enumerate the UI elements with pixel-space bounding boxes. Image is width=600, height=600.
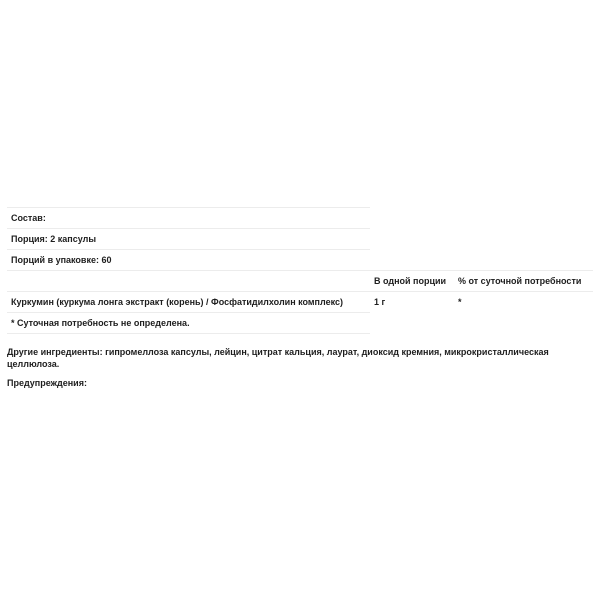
- composition-title-text: Состав:: [11, 213, 46, 223]
- composition-title: [7, 207, 370, 228]
- table-row: [7, 291, 593, 312]
- servings-per-container: [7, 249, 370, 270]
- header-per-serving: В одной порции: [374, 276, 447, 286]
- warnings-heading: Предупреждения:: [7, 378, 87, 388]
- serving-size: [7, 228, 370, 249]
- other-ingredients: Другие ингредиенты: гипромеллоза капсулы, лейцин, цитрат кальция, лаурат, диоксид кремния, микрокристаллическая целлюлоза.: [7, 347, 549, 369]
- supplement-facts: [7, 207, 593, 334]
- servings-per-container-text: Порций в упаковке: 60: [11, 255, 112, 265]
- header-daily-value: % от суточной потребности: [458, 276, 582, 286]
- ingredient-amount: 1 г: [374, 297, 386, 307]
- divider: [7, 333, 370, 334]
- serving-size-text: Порция: 2 капсулы: [11, 234, 97, 244]
- ingredient-daily-value: *: [458, 297, 462, 307]
- footnote: [7, 312, 370, 333]
- table-header: [7, 270, 593, 291]
- ingredient-name: Куркумин (куркума лонга экстракт (корень) / Фосфатидилхолин комплекс): [11, 297, 343, 307]
- footnote-text: * Суточная потребность не определена.: [11, 318, 190, 328]
